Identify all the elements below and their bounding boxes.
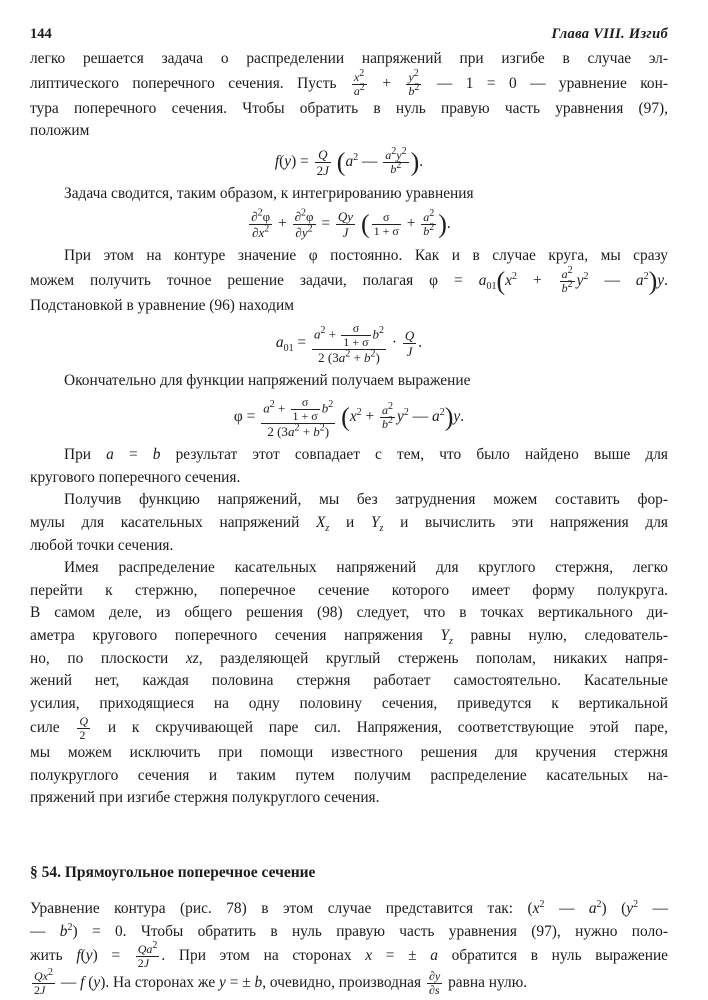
equation-a01: $a_{01}$ = $a^2$ + $\frac{\sigma}{1 + \sigma}$ $b^2$ 2 $(3a^2 + b^2)$ · $\frac{Q}{J}$ .: [275, 320, 423, 365]
paragraph-semicircle: Имея распределение касательных напряжений для круглого стержня, легко перейти к стержню, поперечное сечение которого имеет форму полукруга. В самом деле, из общего решения (98) следует, что в точках вертикального ди- аметра кругового поперечного сечения напряжения $Y_z$ равны нулю, следователь- но, по плоскости xz, разделяющей круглый стержень пополам, никаких напря- жений нет, каждая половина стержня работает самостоятельно. Касательные усилия, приходящиеся на одну половину сечения, приведутся к вертикальной силе $\frac{Q}{2}$ и к скручивающей паре сил. Напряжения, соответствующие этой паре, мы можем исключить при помощи известного решения для кручения стержня полукруглого сечения и таким путем получим распределение касательных на- пряжений при изгибе стержня полукруглого сечения.: [30, 559, 668, 807]
paragraph-rectangle: Уравнение контура (рис. 78) в этом случае представится так: ($x^2$ — $a^2$) ($y^2$ — — $b^2) = 0$. Чтобы обратить в нуль правую часть уравнения (97), нужно поло- жить f(y) = $\frac{Qa^2}{2J}$ . При этом на сторонах x = ± a обратится в нуль выражение $\frac{Qx^2}{2J}$ — f (y). На сторонах же y = ± b, очевидно, производная $\frac{\partial y}{\partial s}$ равна нулю.: [30, 898, 669, 998]
section-heading: § 54. Прямоугольное поперечное сечение: [30, 864, 316, 882]
equation-f-of-y: f(y) = $\frac{Q}{2J}$ ($a^2$ — $\frac{a^2y^2}{b^2}$ ).: [274, 145, 424, 178]
paragraph-final-expression: Окончательно для функции напряжений получаем выражение: [64, 371, 471, 389]
page-number: 144: [30, 26, 52, 42]
paragraph-ellipse-intro: легко решается задача о распределении напряжений при изгибе в случае эл- липтического поперечного сечения. Пусть $\frac{x^2}{a^2}$ + $\frac{y^2}{b^2}$ — 1 = 0 — уравнение кон- тура поперечного сечения. Чтобы обратить в нуль правую часть уравнения (97), положим: [30, 50, 668, 140]
paragraph-contour-phi: При этом на контуре значение φ постоянно. Как и в случае круга, мы сразу можем получить точное решение задачи, полагая $\varphi = a_{01}(x^2$ + $\frac{a^2}{b^2}$ $y^2$ — $a^2)y$. Подстановкой в уравнение (96) находим: [30, 247, 668, 314]
running-header: [30, 26, 668, 48]
paragraph-shear-formulas: Получив функцию напряжений, мы без затруднения можем составить фор- мулы для касательных напряжений $X_z$ и $Y_z$ и вычислить эти напряжения для любой точки сечения.: [30, 491, 668, 554]
book-page: [30, 26, 668, 997]
chapter-title: Глава VIII. Изгиб: [551, 26, 668, 42]
equation-phi: φ = $a^2$ + $\frac{\sigma}{1 + \sigma}$ $b^2$ 2 $(3a^2 + b^2)$ ($x^2$ + $\frac{a^2}{b^2}$ $y^2$ — $a^2)y$.: [233, 395, 465, 440]
paragraph-circle-case: При a = b результат этот совпадает с тем, что было найдено выше для кругового поперечного сечения.: [30, 446, 668, 486]
equation-laplacian: $\frac{\partial^2\varphi}{\partial x^2}$ + $\frac{\partial^2\varphi}{\partial y^2}$ = $\frac{Qy}{J}$ ( $\frac{\sigma}{1 + \sigma}$ + $\frac{a^2}{b^2}$ ).: [251, 208, 451, 241]
paragraph-integration: Задача сводится, таким образом, к интегрированию уравнения: [64, 184, 474, 202]
